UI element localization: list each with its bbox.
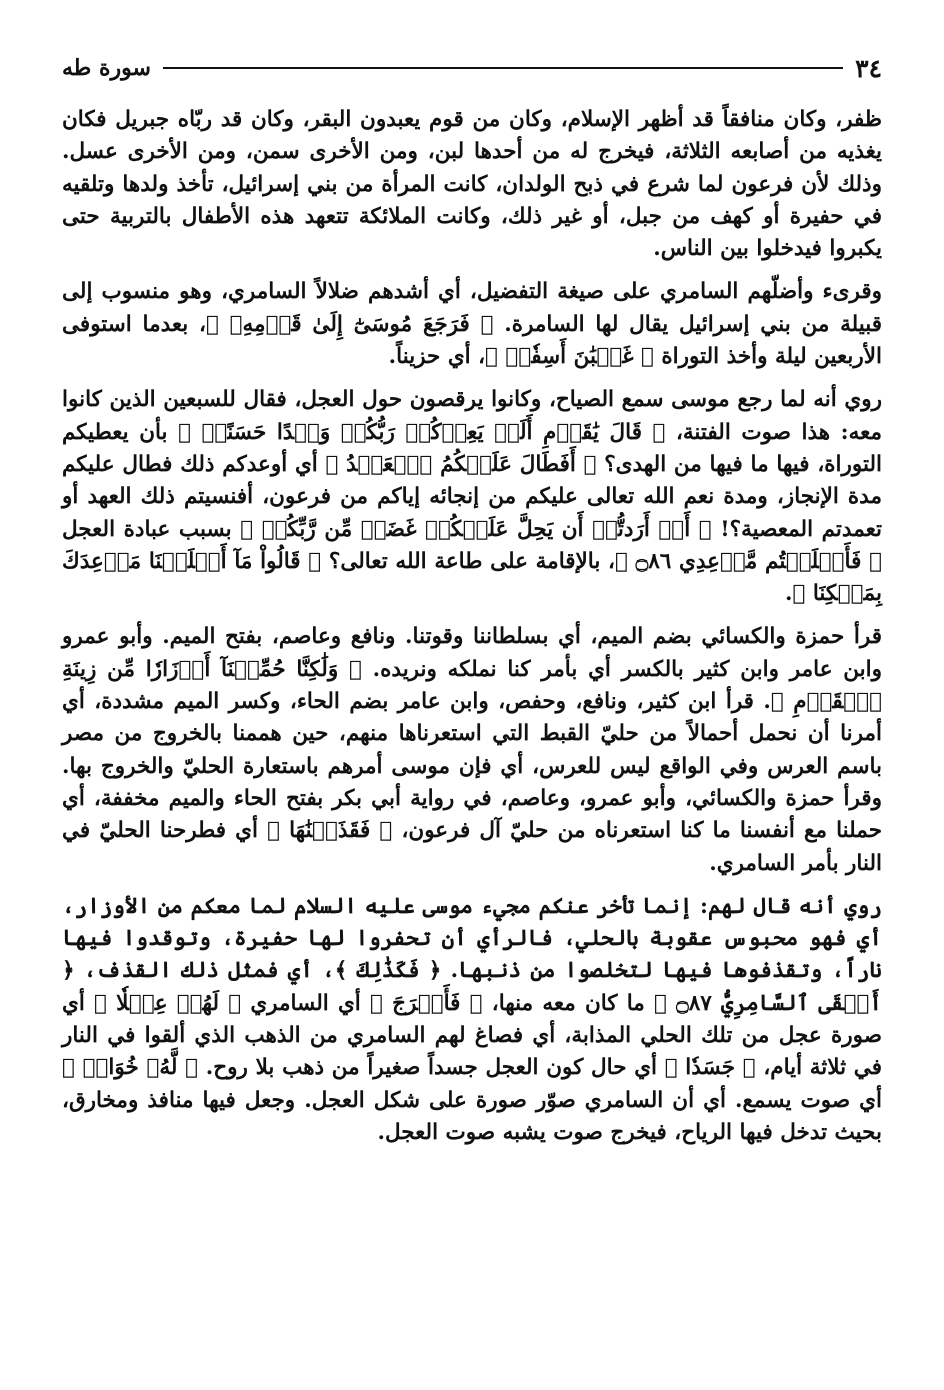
paragraph-2: وقرىء وأضلّهم السامري على صيغة التفضيل، أي أشدهم ضلالاً السامري، وهو منسوب إلى قبيلة من بني إسرائيل يقال لها السامرة. ﴿ فَرَجَعَ مُوسَىٰٓ إِلَىٰ قَوۡمِهِۦ ﴾، بعدما استوفى الأربعين ليلة وأخذ التوراة ﴿ غَضۡبَٰنَ أَسِفٗاۚ ﴾، أي حزيناً. xyxy=(62,279,882,370)
page-header xyxy=(62,48,882,88)
paragraph-1: ظفر، وكان منافقاً قد أظهر الإسلام، وكان من قوم يعبدون البقر، وكان قد ربّاه جبريل فكان يغذيه من أصابعه الثلاثة، فيخرج له من أحدها لبن، ومن الأخرى سمن، ومن الأخرى عسل. وذلك لأن فرعون لما شرع في ذبح الولدان، كانت المرأة من بني إسرائيل، تأخذ ولدها وتلقيه في حفيرة أو كهف من جبل، أو غير ذلك، وكانت الملائكة تتعهد هذه الأطفال بالتربية حتى يكبروا فيدخلوا بين الناس. xyxy=(62,107,882,262)
header-rule xyxy=(163,67,843,69)
surah-name: سورة طه xyxy=(62,55,151,81)
paragraph-4: قرأ حمزة والكسائي بضم الميم، أي بسلطاننا وقوتنا. ونافع وعاصم، بفتح الميم. وأبو عمرو وابن عامر وابن كثير بالكسر أي بأمر كنا نملكه ونريده. ﴿ وَلَٰكِنَّا حُمِّلۡنَآ أَوۡزَارٗا مِّن زِينَةِ ٱلۡقَوۡمِ ﴾. قرأ ابن كثير، ونافع، وحفص، وابن عامر بضم الحاء، وكسر الميم مشددة، أي أمرنا أن نحمل أحمالاً من حليّ القبط التي استعرناها منهم، حين هممنا بالخروج من مصر باسم العرس وفي الواقع ليس للعرس، أي فإن موسى أمرهم باستعارة الحليّ والخروج بها. وقرأ حمزة والكسائي، وأبو عمرو، وعاصم، في رواية أبي بكر بفتح الحاء والميم مخففة، أي حملنا مع أنفسنا ما كنا استعرناه من حليّ آل فرعون، ﴿ فَقَذَفۡنَٰهَا ﴾ أي فطرحنا الحليّ في النار بأمر السامري. xyxy=(62,624,882,876)
paragraph-3: روي أنه لما رجع موسى سمع الصياح، وكانوا يرقصون حول العجل، فقال للسبعين الذين كانوا معه: هذا صوت الفتنة، ﴿ قَالَ يَٰقَوۡمِ أَلَمۡ يَعِدۡكُمۡ رَبُّكُمۡ وَعۡدًا حَسَنًاۚ ﴾ بأن يعطيكم التوراة، فيها ما فيها من الهدى؟ ﴿ أَفَطَالَ عَلَيۡكُمُ ٱلۡعَهۡدُ ﴾ أي أوعدكم ذلك فطال عليكم مدة الإنجاز، ومدة نعم الله تعالى عليكم من إنجائه إياكم من فرعون، أفنسيتم ذلك العهد أو تعمدتم المعصية؟! ﴿ أَمۡ أَرَدتُّمۡ أَن يَحِلَّ عَلَيۡكُمۡ غَضَبٞ مِّن رَّبِّكُمۡ ﴾ بسبب عبادة العجل ﴿ فَأَخۡلَفۡتُم مَّوۡعِدِي ۝٨٦ ﴾، بالإقامة على طاعة الله تعالى؟ ﴿ قَالُواْ مَآ أَخۡلَفۡنَا مَوۡعِدَكَ بِمَلۡكِنَا ﴾. xyxy=(62,387,882,607)
page-number: ٣٤ xyxy=(855,53,882,83)
paragraph-5: روي أنه قال لهم: إنما تأخر عنكم مجيء موسى عليه السلام لما معكم من الأوزار، أي فهو محبوس عقوبة بالحلي، فالرأي أن تحفروا لها حفيرة، وتوقدوا فيها ناراً، وتقذفوها فيها لتخلصوا من ذنبها. ﴿ فَكَذَٰلِكَ ﴾، أي فمثل ذلك القذف، ﴿ أَلۡقَى ٱلسَّامِرِيُّ ۝٨٧ ﴾ ما كان معه منها، ﴿ فَأَخۡرَجَ ﴾ أي السامري ﴿ لَهُمۡ عِجۡلٗا ﴾ أي صورة عجل من تلك الحلي المذابة، أي فصاغ لهم السامري من الذهب الذي ألقوا في النار في ثلاثة أيام، ﴿ جَسَدٗا ﴾ أي حال كون العجل جسداً صغيراً من ذهب بلا روح. ﴿ لَّهُۥ خُوَارٞ ﴾ أي صوت يسمع. أي أن السامري صوّر صورة على شكل العجل. وجعل فيها منافذ ومخارق، بحيث تدخل فيها الرياح، فيخرج صوت يشبه صوت العجل. xyxy=(62,893,882,1145)
